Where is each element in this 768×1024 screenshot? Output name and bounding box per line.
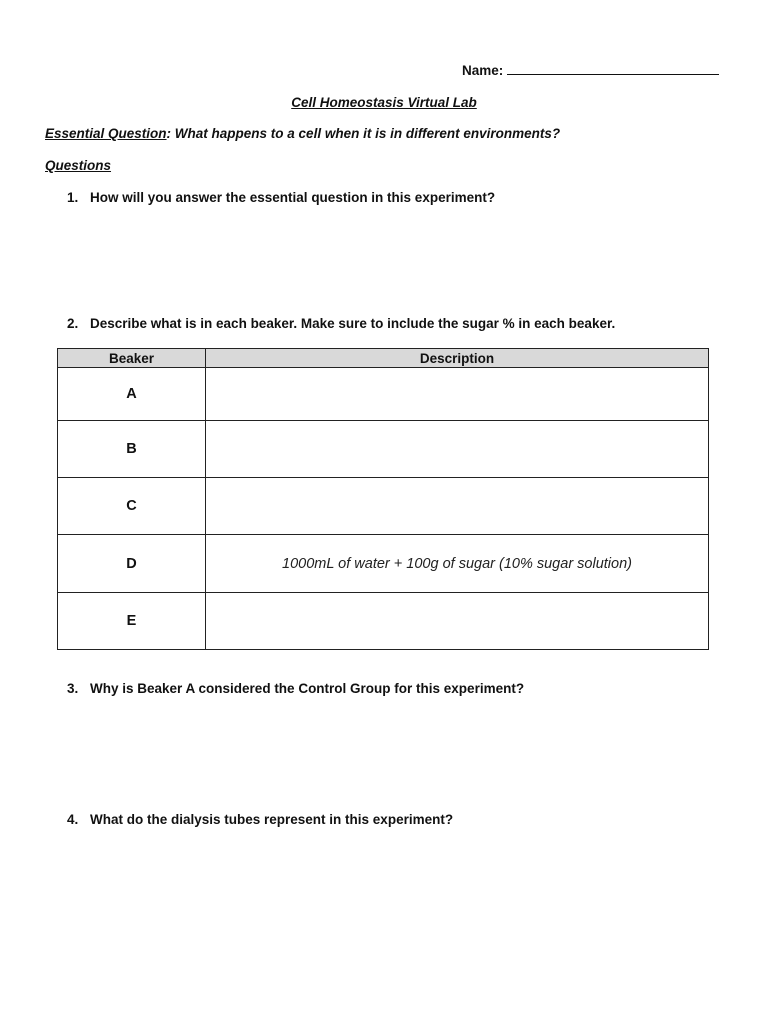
question-text: How will you answer the essential question in this experiment? xyxy=(90,190,496,205)
description-cell[interactable]: 1000mL of water + 100g of sugar (10% sugar solution) xyxy=(206,535,709,593)
question-number: 1. xyxy=(67,190,79,205)
beaker-cell: D xyxy=(58,535,206,593)
questions-heading: Questions xyxy=(45,158,112,173)
column-header-description: Description xyxy=(206,349,709,368)
table-header-row xyxy=(58,349,709,368)
question-number: 4. xyxy=(67,812,79,827)
beaker-cell: B xyxy=(58,421,206,478)
question-4 xyxy=(67,812,453,827)
table-row xyxy=(58,421,709,478)
beaker-cell: A xyxy=(58,368,206,421)
table-row xyxy=(58,593,709,650)
name-label: Name: xyxy=(462,63,504,78)
description-cell[interactable] xyxy=(206,593,709,650)
essential-question xyxy=(45,126,560,141)
table-row xyxy=(58,368,709,421)
question-number: 2. xyxy=(67,316,79,331)
table-row xyxy=(58,535,709,593)
beaker-cell: C xyxy=(58,478,206,535)
question-1 xyxy=(67,190,495,205)
question-number: 3. xyxy=(67,681,79,696)
name-blank-line[interactable] xyxy=(507,62,719,75)
question-2 xyxy=(67,316,615,331)
essential-question-label: Essential Question xyxy=(45,126,167,141)
column-header-beaker: Beaker xyxy=(58,349,206,368)
description-cell[interactable] xyxy=(206,478,709,535)
page-title: Cell Homeostasis Virtual Lab xyxy=(291,95,477,110)
description-cell[interactable] xyxy=(206,368,709,421)
table-row xyxy=(58,478,709,535)
question-text: Describe what is in each beaker. Make sure to include the sugar % in each beaker. xyxy=(90,316,616,331)
question-3 xyxy=(67,681,524,696)
question-text: Why is Beaker A considered the Control Group for this experiment? xyxy=(90,681,525,696)
question-text: What do the dialysis tubes represent in this experiment? xyxy=(90,812,454,827)
name-field xyxy=(462,62,719,78)
essential-question-text: : What happens to a cell when it is in different environments? xyxy=(166,126,561,141)
description-cell[interactable] xyxy=(206,421,709,478)
beaker-cell: E xyxy=(58,593,206,650)
beaker-table xyxy=(57,348,709,650)
